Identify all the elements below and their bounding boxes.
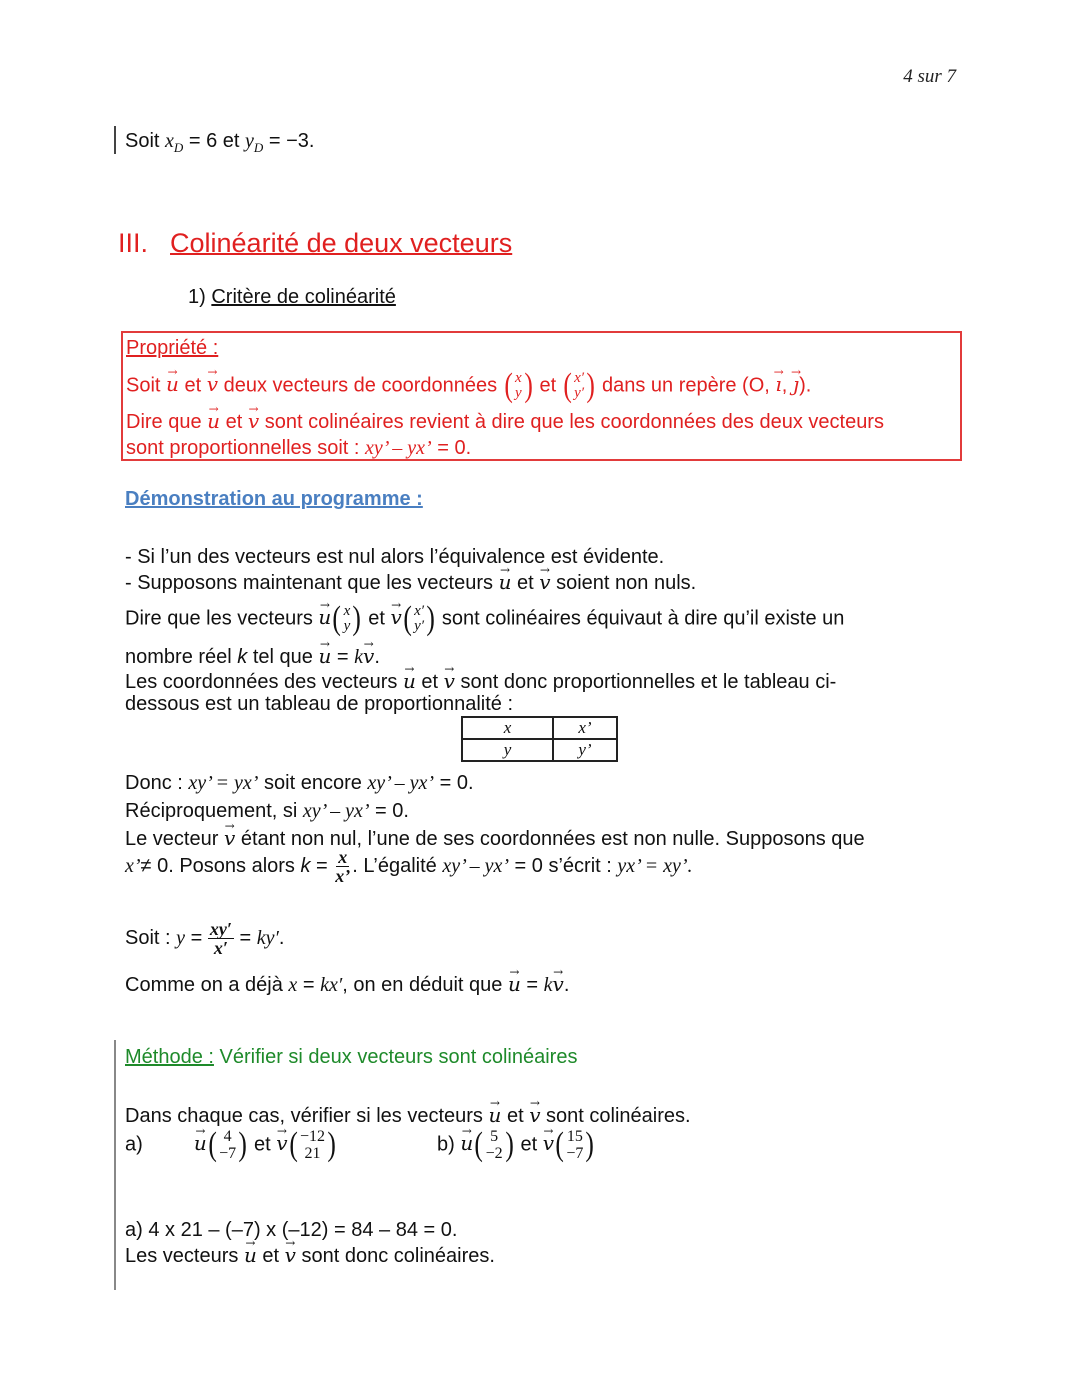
method-title: Vérifier si deux vecteurs sont colinéaires (213, 1046, 578, 1068)
coord-xy: ( x y ) (504, 367, 533, 404)
coord: x (515, 370, 522, 386)
math: ky′ (256, 926, 279, 949)
vector-v: v → (276, 1131, 287, 1155)
txt: = (331, 646, 355, 668)
math: xy’ = yx’ (188, 772, 259, 794)
txt: sont proportionnelles soit : (126, 437, 366, 459)
fraction-x-over-xp (333, 848, 352, 885)
numerator: xy′ (209, 919, 232, 939)
txt: sont donc colinéaires. (295, 1245, 495, 1267)
math: kx′ (320, 974, 343, 996)
demo-line-12 (125, 972, 569, 997)
txt: soit encore (258, 772, 368, 794)
math: xy’ – yx’ (367, 772, 435, 794)
intro-line (125, 130, 314, 156)
txt: dans un repère (O, (596, 374, 776, 397)
table-row (462, 717, 617, 739)
math: xy’ – yx’ (442, 854, 509, 877)
txt: , on en déduit que (342, 974, 508, 996)
proportionality-table (461, 716, 618, 762)
vector-u: u → (194, 1131, 207, 1155)
coord: 4 (223, 1128, 232, 1145)
txt: et (534, 374, 562, 397)
denominator: x’ (335, 866, 351, 886)
math: xy’ – yx’ (365, 437, 432, 459)
txt: soient non nuls. (550, 572, 697, 594)
coord-a-u: ( 4 −7 ) (208, 1126, 248, 1163)
txt: ). (799, 374, 812, 397)
property-line-3 (126, 437, 471, 460)
demo-line-1: - Si l’un des vecteurs est nul alors l’équivalence est évidente. (125, 546, 665, 568)
coord: −7 (219, 1145, 237, 1162)
demo-line-11 (125, 920, 284, 957)
subsection-title: Critère de colinéarité (211, 286, 396, 308)
txt: Les coordonnées des vecteurs (125, 671, 403, 693)
txt: étant non nul, l’une de ses coordonnées est non nulle. Supposons que (235, 828, 865, 850)
coord: y′ (574, 385, 585, 401)
txt: et (362, 607, 391, 630)
demo-line-5 (125, 669, 836, 694)
math: xy’ – yx’ (302, 800, 370, 822)
txt: et (178, 374, 207, 397)
txt: ≠ 0. Posons alors (140, 854, 301, 877)
demo-line-10 (125, 848, 692, 885)
txt: Dans chaque cas, vérifier si les vecteurs (125, 1105, 489, 1127)
txt: Soit : (125, 926, 177, 949)
intro-mid: = 6 et (183, 130, 246, 152)
demo-line-2 (125, 570, 696, 595)
vector-v: v → (224, 826, 235, 850)
vector-u: u → (244, 1243, 257, 1267)
demo-line-6: dessous est un tableau de proportionnalité : (125, 693, 514, 715)
txt: = (185, 926, 208, 949)
txt: . L’égalité (352, 854, 443, 877)
exercise-b (437, 1128, 596, 1162)
txt: = (297, 974, 321, 996)
coord-a-v: ( −12 21 ) (289, 1126, 336, 1163)
k-var: k (543, 974, 553, 996)
demo-line-3 (125, 602, 844, 636)
vector-u: u → (318, 644, 331, 668)
txt: = 0. (434, 772, 474, 794)
intro-text: Soit (125, 130, 166, 152)
vector-u: u → (318, 605, 331, 629)
method-margin-bar (114, 1040, 116, 1290)
exercise-b-label: b) (437, 1133, 455, 1156)
vector-u: u → (489, 1103, 502, 1127)
k-var: k (354, 646, 364, 668)
txt: Donc : (125, 772, 189, 794)
vector-u: u → (499, 570, 512, 594)
table-row (462, 739, 617, 761)
txt: tel que (247, 646, 319, 668)
txt: et (514, 1133, 543, 1156)
demo-line-8 (125, 800, 409, 823)
coord-xpyp: ( x′ y′ ) (403, 600, 435, 637)
method-label: Méthode : (125, 1046, 214, 1068)
margin-bar (114, 126, 116, 154)
txt: = (310, 854, 334, 877)
subsection-heading (188, 286, 396, 309)
coord-b-u: ( 5 −2 ) (474, 1126, 514, 1163)
vector-j: ȷ → (793, 372, 799, 396)
property-line-2 (126, 409, 884, 434)
table-cell: x’ (553, 717, 617, 739)
coord: −2 (485, 1145, 503, 1162)
solution-line-1: a) 4 x 21 – (–7) x (–12) = 84 – 84 = 0. (125, 1219, 458, 1241)
vector-v: v → (539, 570, 550, 594)
txt: , (781, 374, 793, 397)
txt: sont colinéaires équivaut à dire qu’il existe un (436, 607, 845, 630)
txt: sont donc proportionnelles et le tableau ci- (454, 671, 837, 693)
coord-xy: ( x y ) (332, 600, 362, 637)
table-cell: y (462, 739, 553, 761)
coord: −12 (299, 1128, 325, 1145)
txt: . (563, 974, 570, 996)
section-title: Colinéarité de deux vecteurs (170, 228, 513, 258)
vector-u: u → (207, 409, 220, 433)
coord-b-v: ( 15 −7 ) (555, 1126, 595, 1163)
vector-v: v → (207, 372, 218, 396)
vector-v: v → (390, 605, 401, 629)
txt: et (415, 671, 444, 693)
math: yx’ = xy’ (617, 854, 688, 877)
page-number: 4 sur 7 (903, 66, 956, 87)
vector-v: v → (529, 1103, 540, 1127)
method-heading (125, 1046, 577, 1069)
xd-var: x (165, 130, 174, 152)
vector-v: v → (444, 669, 455, 693)
property-title: Propriété : (126, 337, 219, 359)
txt: Soit (126, 374, 167, 397)
txt: et (511, 572, 540, 594)
fraction-xyp-over-xp (208, 920, 234, 957)
coord: −7 (566, 1145, 584, 1162)
xd-sub: D (173, 140, 184, 155)
denominator: x′ (213, 938, 228, 958)
yd-sub: D (253, 140, 264, 155)
txt: . (278, 926, 285, 949)
vector-u: u → (508, 972, 521, 996)
txt: . (687, 854, 693, 877)
txt: - Supposons maintenant que les vecteurs (125, 572, 499, 594)
math: x’ (125, 854, 141, 877)
txt: et (501, 1105, 530, 1127)
txt: sont colinéaires revient à dire que les coordonnées des deux vecteurs (259, 411, 884, 433)
table-cell: y’ (553, 739, 617, 761)
txt: Les vecteurs (125, 1245, 244, 1267)
vector-u: u → (166, 372, 179, 396)
txt: et (248, 1133, 277, 1156)
exercise-a (125, 1128, 337, 1162)
txt: sont colinéaires. (540, 1105, 691, 1127)
vector-v: v → (553, 972, 564, 996)
math: x (288, 974, 298, 996)
txt: et (256, 1245, 285, 1267)
txt: Dire que les vecteurs (125, 607, 319, 630)
vector-i: ı → (775, 372, 781, 396)
txt: Comme on a déjà (125, 974, 289, 996)
k-var: k (300, 854, 311, 877)
section-number: III. (118, 228, 149, 258)
coord: y (515, 385, 522, 401)
solution-line-2 (125, 1243, 495, 1268)
demo-line-4 (125, 644, 380, 669)
numerator: x (338, 847, 348, 867)
txt: nombre réel (125, 646, 238, 668)
subsection-number: 1) (188, 286, 206, 308)
coord: x (343, 603, 351, 619)
coord-xpyp: ( x′ y′ ) (563, 367, 595, 404)
txt: = (233, 926, 257, 949)
vector-u: u → (403, 669, 416, 693)
coord: y′ (414, 618, 425, 634)
demo-line-7 (125, 772, 474, 795)
coord: 15 (566, 1128, 583, 1145)
txt: deux vecteurs de coordonnées (218, 374, 503, 397)
method-line-1 (125, 1103, 691, 1128)
txt: = 0. (431, 437, 472, 459)
txt: Réciproquement, si (125, 800, 303, 822)
vector-v: v → (543, 1131, 554, 1155)
vector-v: v → (363, 644, 374, 668)
intro-end: = −3. (263, 130, 315, 152)
vector-u: u → (460, 1131, 473, 1155)
txt: = 0. (369, 800, 409, 822)
coord: 5 (490, 1128, 499, 1145)
vector-v: v → (285, 1243, 296, 1267)
property-line-1 (126, 369, 811, 403)
coord: x′ (574, 370, 585, 386)
txt: . (374, 646, 380, 668)
vector-v: v → (248, 409, 259, 433)
txt: et (220, 411, 248, 433)
yd-var: y (245, 130, 254, 152)
table-cell: x (462, 717, 553, 739)
exercise-a-label: a) (125, 1133, 143, 1156)
math: y (176, 926, 186, 949)
demonstration-title: Démonstration au programme : (125, 488, 423, 510)
txt: Dire que (126, 411, 208, 433)
txt: = 0 s’écrit : (509, 854, 618, 877)
coord: x′ (414, 603, 425, 619)
txt: = (520, 974, 544, 996)
property-box (121, 331, 962, 461)
txt: Le vecteur (125, 828, 224, 850)
coord: 21 (304, 1145, 321, 1162)
coord: y (343, 618, 351, 634)
k-var: k (237, 646, 248, 668)
section-heading (118, 228, 512, 259)
